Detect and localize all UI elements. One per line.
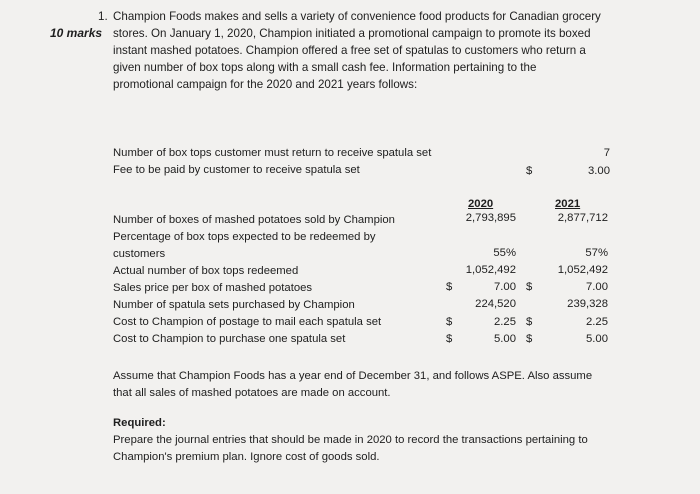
table-row-label: Cost to Champion to purchase one spatula set	[113, 333, 346, 345]
table-cell-2021: 7.00	[586, 281, 608, 293]
question-line-1: Champion Foods makes and sells a variety of convenience food products for Canadian grocery	[113, 10, 601, 23]
table-cell-2020: 2,793,895	[465, 212, 516, 224]
table-cell-2021: 2,877,712	[557, 212, 608, 224]
table-dollar-2020: $	[446, 333, 453, 345]
table-cell-2021: 5.00	[586, 333, 608, 345]
question-number: 1.	[98, 10, 108, 23]
top-row-label: Number of box tops customer must return to receive spatula set	[113, 147, 432, 159]
table-row-label: Number of boxes of mashed potatoes sold by Champion	[113, 214, 395, 226]
table-dollar-2021: $	[526, 316, 533, 328]
table-cell-2021: 1,052,492	[557, 264, 608, 276]
required-heading: Required:	[113, 417, 166, 429]
table-cell-2020: 1,052,492	[465, 264, 516, 276]
table-row-label: Percentage of box tops expected to be redeemed by	[113, 231, 376, 243]
column-header-2021: 2021	[555, 198, 581, 210]
table-dollar-2020: $	[446, 281, 453, 293]
table-row-label: customers	[113, 248, 166, 260]
table-cell-2020: 5.00	[494, 333, 516, 345]
table-row-label: Actual number of box tops redeemed	[113, 265, 299, 277]
required-text: Prepare the journal entries that should be made in 2020 to record the transactions pertaining to Champion's premium plan. Ignore cost of goods sold.	[113, 434, 588, 463]
question-line-5: promotional campaign for the 2020 and 2021 years follows:	[113, 78, 418, 91]
top-row-dollar: $	[526, 165, 533, 177]
top-row-value: 3.00	[588, 165, 610, 177]
table-row-label: Number of spatula sets purchased by Champion	[113, 299, 355, 311]
table-cell-2020: 224,520	[475, 298, 516, 310]
table-dollar-2021: $	[526, 281, 533, 293]
top-row-value: 7	[603, 147, 610, 159]
table-row-label: Cost to Champion of postage to mail each spatula set	[113, 316, 382, 328]
top-row-label: Fee to be paid by customer to receive spatula set	[113, 164, 360, 176]
table-cell-2021: 239,328	[567, 298, 608, 310]
column-header-2020: 2020	[468, 198, 494, 210]
table-dollar-2020: $	[446, 316, 453, 328]
question-line-4: given number of box tops along with a small cash fee. Information pertaining to the	[113, 61, 537, 74]
table-dollar-2021: $	[526, 333, 533, 345]
table-row-label: Sales price per box of mashed potatoes	[113, 282, 313, 294]
table-cell-2020: 55%	[493, 247, 516, 259]
table-cell-2020: 2.25	[494, 316, 516, 328]
table-cell-2021: 2.25	[586, 316, 608, 328]
table-cell-2021: 57%	[585, 247, 608, 259]
assumption-paragraph: Assume that Champion Foods has a year end of December 31, and follows ASPE. Also assume that all sales of mashed potatoes are made on account.	[113, 370, 593, 399]
question-line-2: stores. On January 1, 2020, Champion initiated a promotional campaign to promote its boxed	[113, 27, 591, 40]
question-line-3: instant mashed potatoes. Champion offered a free set of spatulas to customers who return a	[113, 44, 586, 57]
table-cell-2020: 7.00	[494, 281, 516, 293]
question-marks: 10 marks	[50, 26, 103, 40]
